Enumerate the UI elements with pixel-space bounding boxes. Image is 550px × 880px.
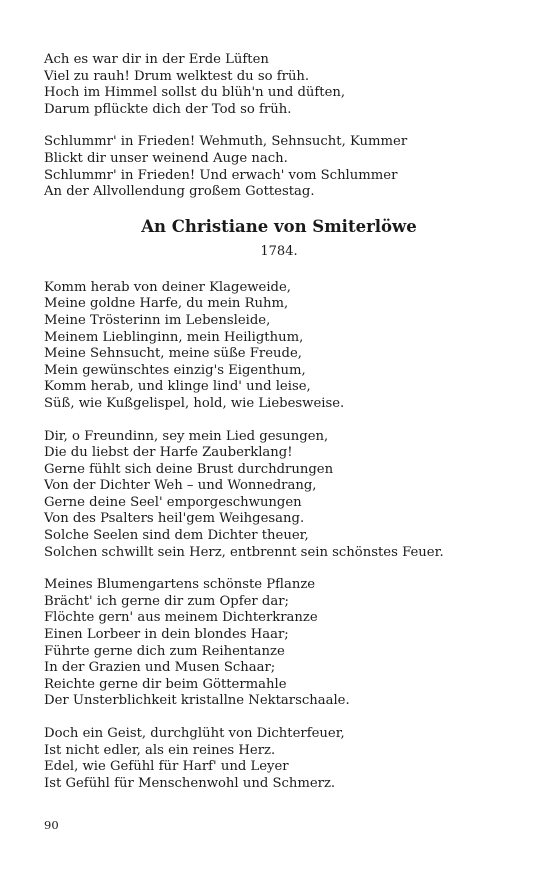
verse-line: Meine Trösterinn im Lebensleide,: [44, 312, 271, 328]
previous-poem-ending: [44, 52, 514, 201]
poem: [44, 217, 514, 793]
verse-line: Flöchte gern' aus meinem Dichterkranze: [44, 610, 318, 626]
verse-line: Darum pflückte dich der Tod so früh.: [44, 101, 292, 117]
verse-line: Brächt' ich gerne dir zum Opfer dar;: [44, 593, 289, 609]
verse-line: Ach es war dir in der Erde Lüften: [44, 52, 269, 67]
stanza: [44, 280, 514, 413]
verse-line: Einen Lorbeer in dein blondes Haar;: [44, 627, 289, 643]
verse-line: Dir, o Freundinn, sey mein Lied gesungen,: [44, 428, 329, 444]
verse-line: Hoch im Himmel sollst du blüh'n und düften,: [44, 85, 346, 101]
verse-line: Mein gewünschtes einzig's Eigenthum,: [44, 362, 306, 378]
poem-title: An Christiane von Smiterlöwe: [141, 216, 417, 236]
verse-line: Meinem Lieblinginn, mein Heiligthum,: [44, 329, 304, 345]
verse-line: Schlummr' in Frieden! Und erwach' vom Schlummer: [44, 167, 398, 183]
verse-line: Reichte gerne dir beim Göttermahle: [44, 676, 287, 692]
stanza: [44, 134, 514, 200]
verse-line: Solche Seelen sind dem Dichter theuer,: [44, 528, 309, 544]
verse-line: Solchen schwillt sein Herz, entbrennt sein schönstes Feuer.: [44, 544, 444, 560]
verse-line: Komm herab von deiner Klageweide,: [44, 279, 291, 295]
verse-line: Viel zu rauh! Drum welktest du so früh.: [44, 68, 310, 84]
poem-date: 1784.: [260, 243, 298, 259]
verse-line: Ist Gefühl für Menschenwohl und Schmerz.: [44, 775, 336, 791]
verse-line: Ist nicht edler, als ein reines Herz.: [44, 742, 276, 758]
verse-line: Komm herab, und klinge lind' und leise,: [44, 379, 311, 395]
verse-line: Von der Dichter Weh – und Wonnedrang,: [44, 478, 317, 494]
verse-line: Meine Sehnsucht, meine süße Freude,: [44, 346, 302, 362]
page-number: 90: [44, 818, 59, 832]
verse-line: Meine goldne Harfe, du mein Ruhm,: [44, 296, 289, 312]
stanza: [44, 577, 514, 710]
verse-line: Die du liebst der Harfe Zauberklang!: [44, 445, 293, 461]
verse-line: An der Allvollendung großem Gottestag.: [44, 184, 315, 200]
verse-line: Edel, wie Gefühl für Harf' und Leyer: [44, 759, 289, 775]
verse-line: Blickt dir unser weinend Auge nach.: [44, 150, 288, 166]
verse-line: In der Grazien und Musen Schaar;: [44, 660, 276, 676]
verse-line: Von des Psalters heil'gem Weihgesang.: [44, 511, 305, 527]
verse-line: Gerne deine Seel' emporgeschwungen: [44, 494, 302, 510]
stanza: [44, 726, 514, 792]
verse-line: Doch ein Geist, durchglüht von Dichterfeuer,: [44, 726, 345, 741]
verse-line: Gerne fühlt sich deine Brust durchdrungen: [44, 461, 334, 477]
verse-line: Meines Blumengartens schönste Pflanze: [44, 577, 316, 593]
verse-line: Süß, wie Kußgelispel, hold, wie Liebesweise.: [44, 395, 345, 411]
verse-line: Schlummr' in Frieden! Wehmuth, Sehnsucht, Kummer: [44, 134, 408, 150]
stanza: [44, 429, 514, 562]
verse-line: Der Unsterblichkeit kristallne Nektarschaale.: [44, 693, 350, 709]
page-content: [44, 52, 514, 808]
stanza: [44, 52, 514, 118]
verse-line: Führte gerne dich zum Reihentanze: [44, 643, 285, 659]
